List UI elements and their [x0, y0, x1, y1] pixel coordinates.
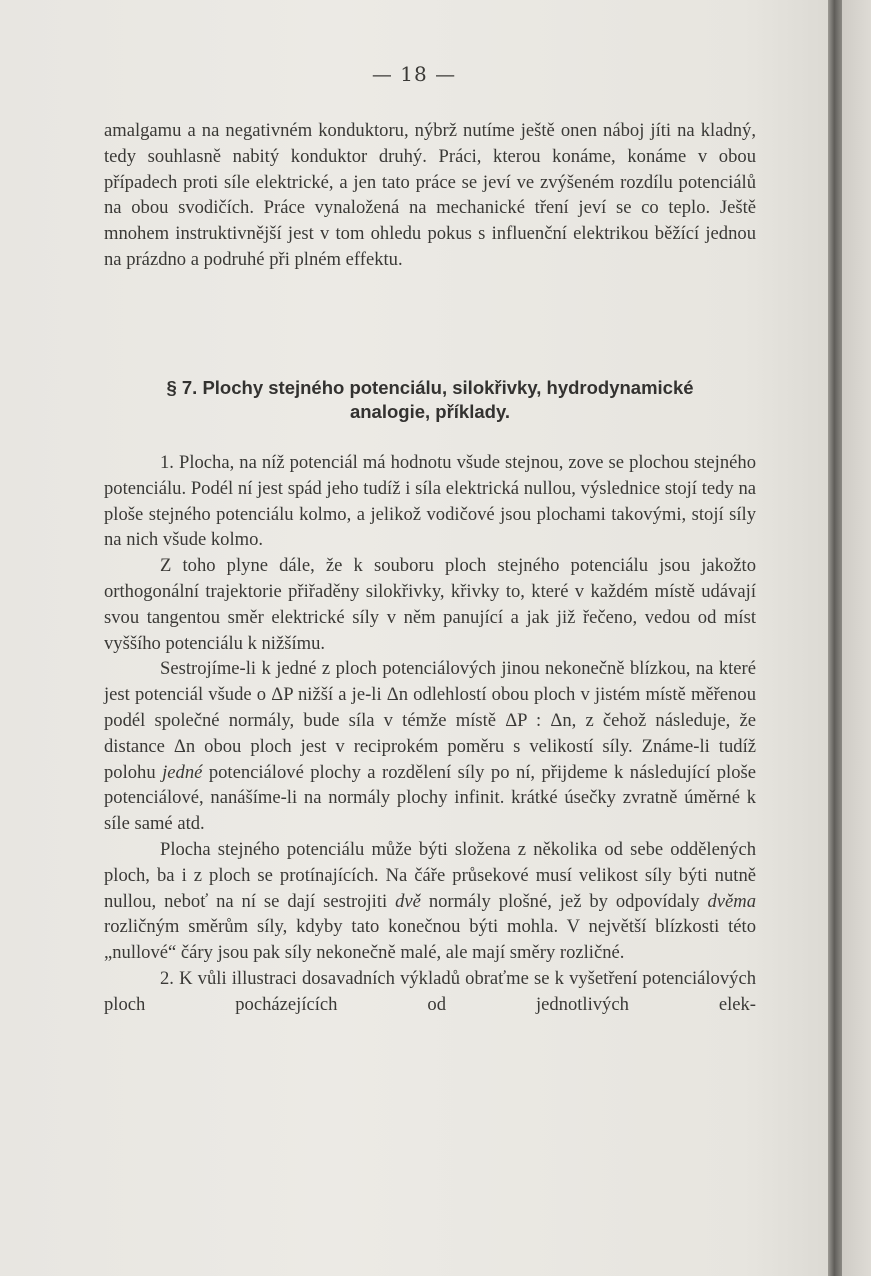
paragraph-2: Z toho plyne dále, že k souboru ploch stejného potenciálu jsou jakožto orthogonální trajektorie přiřaděny silokřivky, křivky to, které v každém místě udávají svou tangentou směr elektrické síly v něm panující a jak již řečeno, vedou od míst vyššího potenciálu k nižšímu.: [104, 555, 756, 654]
adjacent-page-edge: [842, 0, 871, 1276]
paragraph-4-text-b: normály plošné, jež by odpovídaly: [428, 890, 700, 912]
paragraph-3: [104, 656, 756, 837]
paragraph-4-text-a: Plocha stejného potenciálu může býti složena z několika od sebe oddělených ploch, ba i z ploch se protínajících. Na čáře průsekové musí velikost síly býti nutně nullou, neboť na ní se dají sestrojiti: [104, 838, 756, 912]
page-number: — 18 —: [371, 62, 457, 86]
section-heading-line-2: analogie, příklady.: [349, 401, 511, 422]
intro-paragraph: [104, 118, 756, 273]
paragraph-3-text-b: potenciálové plochy a rozdělení síly po ní, přijdeme k následující ploše potenciálové, nanášíme-li na normály plochy infinit. krátké úsečky zvratně úměrné k síle samé atd.: [104, 761, 757, 835]
paragraph-5: 2. K vůli illustraci dosavadních výkladů obraťme se k vyšetření potenciálových ploch pocházejících od jednotlivých elek-: [104, 967, 756, 1015]
paragraph-1: 1. Plocha, na níž potenciál má hodnotu všude stejnou, zove se plochou stejného potenciálu. Podél ní jest spád jeho tudíž i síla elektrická nullou, výslednice stojí tedy na ploše stejného potenciálu kolmo, a jelikož vodičové jsou plochami takovými, stojí síly na nich všude kolmo.: [104, 452, 756, 551]
paragraph-4: [104, 837, 756, 966]
paragraph-4-emphasis-1: dvě: [395, 890, 421, 912]
paragraph-3-text-a: Sestrojíme-li k jedné z ploch potenciálových jinou nekonečně blízkou, na které jest potenciál všude o ΔP nižší a je-li Δn odlehlostí obou ploch v jistém místě měřenou podél společné normály, bude síla v témže místě ΔP : Δn, z čehož následuje, že distance Δn obou ploch jest v reciprokém poměru s velikostí síly. Známe-li tudíž polohu: [104, 658, 756, 783]
section-heading: [104, 376, 756, 424]
paragraph-4-text-c: rozličným směrům síly, kdyby tato konečnou býti mohla. V největší blízkosti této „nullové“ čáry jsou pak síly nekonečně malé, ale mají směry rozličné.: [104, 916, 756, 964]
paragraph-3-emphasis: jedné: [162, 761, 203, 783]
paragraph: amalgamu a na negativném konduktoru, nýbrž nutíme ještě onen náboj jíti na kladný, tedy souhlasně nabitý konduktor druhý. Práci, kterou konáme, konáme v obou případech proti síle elektrické, a jen tato práce se jeví ve zvýšeném rozdílu potenciálů na obou svodičích. Práce vynaložená na mechanické tření jeví se co teplo. Ještě mnohem instruktivnější jest v tom ohledu pokus s influenční elektrikou běžící jednou na prázdno a podruhé při plném effektu.: [104, 120, 756, 270]
section-heading-line-1: § 7. Plochy stejného potenciálu, silokřivky, hydrodynamické: [166, 377, 694, 398]
paragraph-4-emphasis-2: dvěma: [707, 890, 756, 912]
section-body: [104, 450, 756, 1018]
book-gutter: [828, 0, 842, 1276]
